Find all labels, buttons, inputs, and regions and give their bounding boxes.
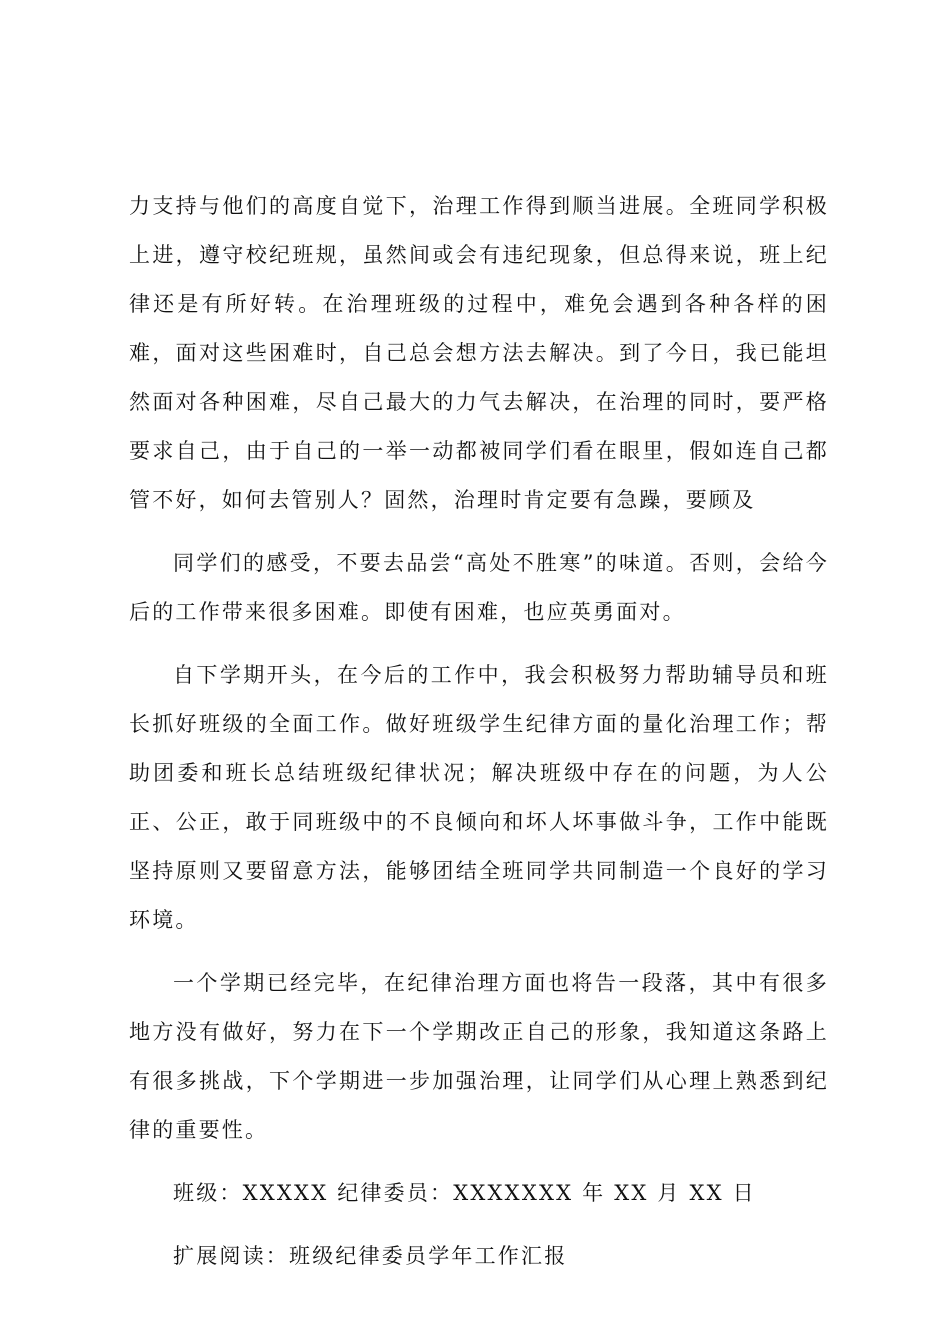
further-reading-title: 扩展阅读：班级纪律委员学年工作汇报 xyxy=(173,1244,568,1268)
paragraph-conclusion: 一个学期已经完毕，在纪律治理方面也将告一段落，其中有很多地方没有做好，努力在下一个学期改正自己的形象，我知道这条路上有很多挑战，下个学期进一步加强治理，让同学们从心理上熟悉到纪律的重要性。 xyxy=(129,971,829,1142)
document-body xyxy=(129,182,829,1281)
paragraph-feelings: 同学们的感受，不要去品尝“高处不胜寒”的味道。否则，会给今后的工作带来很多困难。即使有困难，也应英勇面对。 xyxy=(129,551,829,624)
paragraph-next-term-plan: 自下学期开头，在今后的工作中，我会积极努力帮助辅导员和班长抓好班级的全面工作。做好班级学生纪律方面的量化治理工作；帮助团委和班长总结班级纪律状况；解决班级中存在的问题，为人公正、公正，敢于同班级中的不良倾向和坏人坏事做斗争，工作中能既坚持原则又要留意方法，能够团结全班同学共同制造一个良好的学习环境。 xyxy=(129,663,829,932)
paragraph-continuation: 力支持与他们的高度自觉下，治理工作得到顺当进展。全班同学积极上进，遵守校纪班规，虽然间或会有违纪现象，但总得来说，班上纪律还是有所好转。在治理班级的过程中，难免会遇到各种各样的困难，面对这些困难时，自己总会想方法去解决。到了今日，我已能坦然面对各种困难，尽自己最大的力气去解决，在治理的同时，要严格要求自己，由于自己的一举一动都被同学们看在眼里，假如连自己都管不好，如何去管别人？固然，治理时肯定要有急躁，要顾及 xyxy=(129,194,829,512)
signature-line: 班级：XXXXX 纪律委员：XXXXXXX 年 XX 月 XX 日 xyxy=(173,1181,756,1205)
